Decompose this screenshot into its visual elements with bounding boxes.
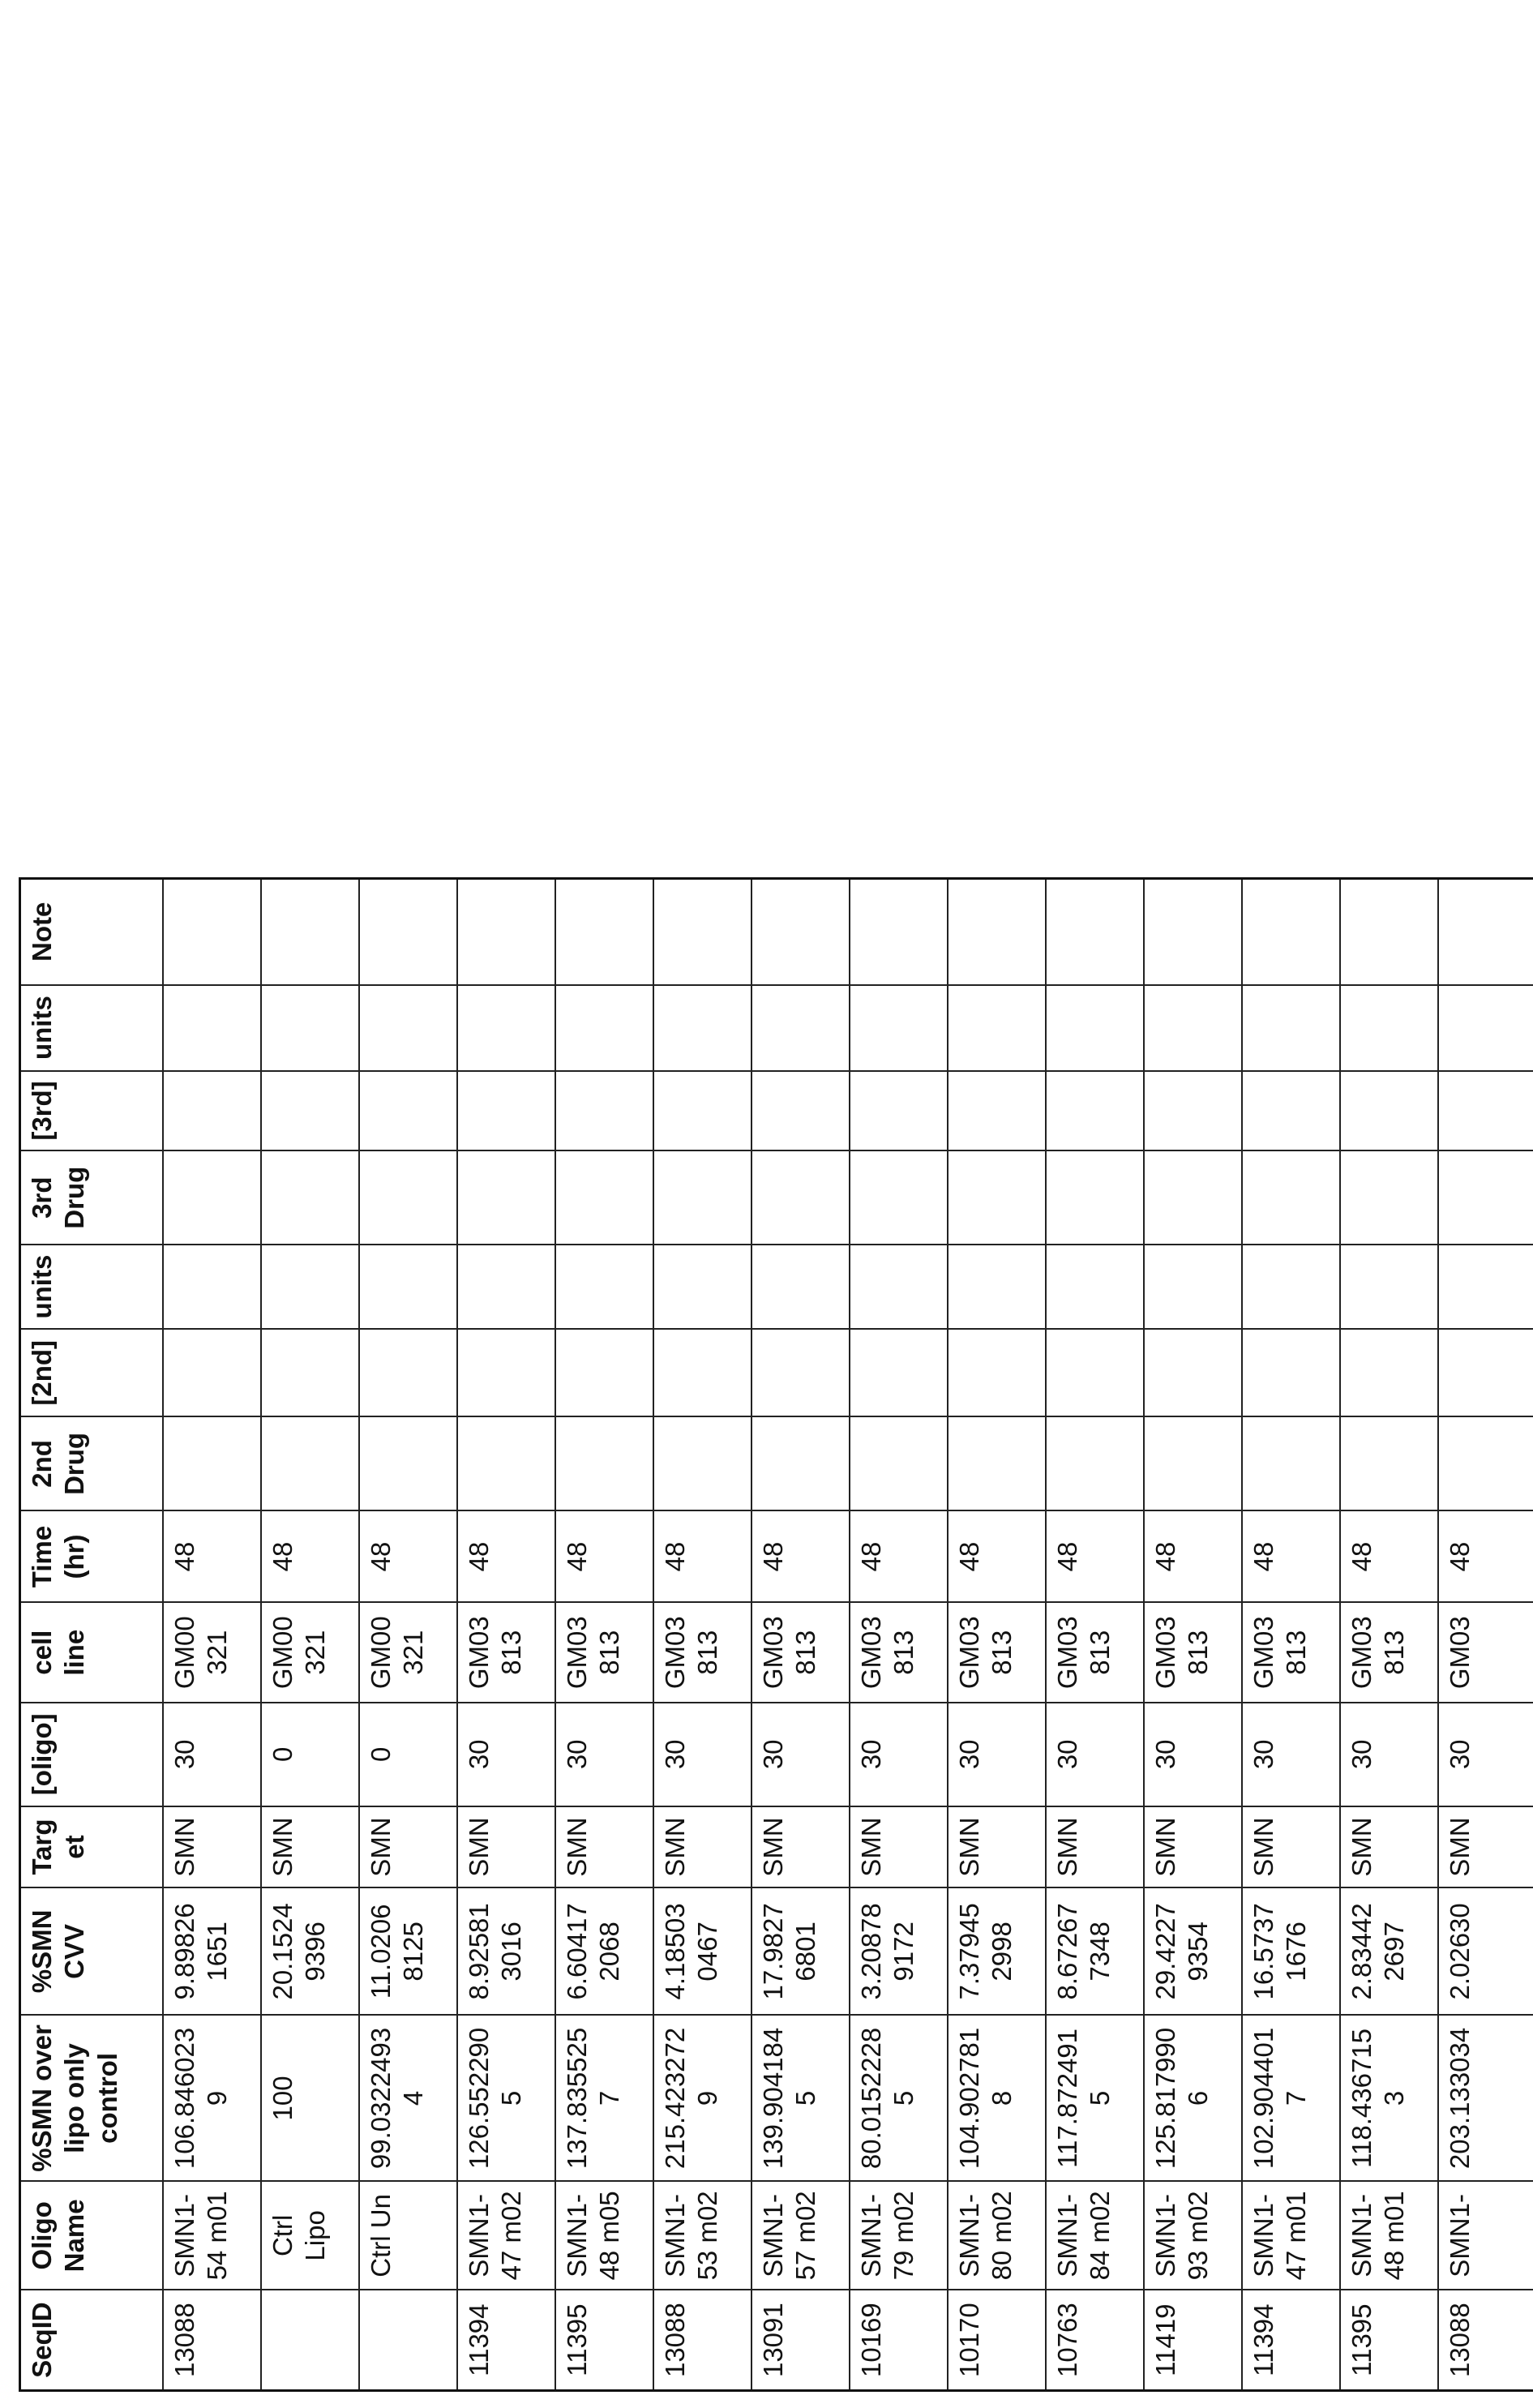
- table-cell: [1144, 1329, 1242, 1416]
- table-cell: [359, 1416, 457, 1510]
- table-cell: 13088: [1438, 2290, 1533, 2390]
- table-cell: [163, 1245, 261, 1329]
- header-row: [20, 879, 164, 2391]
- table-cell: [752, 985, 850, 1071]
- table-row: [653, 879, 752, 2391]
- table-cell: [163, 1150, 261, 1245]
- table-cell: [1340, 879, 1438, 985]
- table-cell: [1340, 1245, 1438, 1329]
- table-cell: 13091: [752, 2290, 850, 2390]
- table-row: [850, 879, 948, 2391]
- table-cell: 48: [1046, 1510, 1144, 1602]
- table-cell: SMN1- 48 m05: [555, 2181, 653, 2290]
- table-cell: [752, 1329, 850, 1416]
- table-cell: [948, 985, 1046, 1071]
- table-cell: [948, 1329, 1046, 1416]
- table-cell: 126.552290 5: [457, 2015, 555, 2181]
- table-cell: GM03: [1438, 1603, 1533, 1703]
- table-cell: [261, 1329, 359, 1416]
- table-cell: [555, 1245, 653, 1329]
- table-cell: 11394: [1242, 2290, 1340, 2390]
- table-cell: 80.0152228 5: [850, 2015, 948, 2181]
- table-cell: [1046, 985, 1144, 1071]
- table-cell: [555, 985, 653, 1071]
- table-cell: GM03 813: [1144, 1603, 1242, 1703]
- table-cell: 48: [555, 1510, 653, 1602]
- table-cell: [653, 1416, 752, 1510]
- table-cell: 104.902781 8: [948, 2015, 1046, 2181]
- column-header: Targ et: [20, 1806, 164, 1888]
- table-cell: SMN1- 80 m02: [948, 2181, 1046, 2290]
- table-cell: [1340, 1329, 1438, 1416]
- table-cell: 9.89826 1651: [163, 1887, 261, 2015]
- table-cell: [261, 985, 359, 1071]
- table-cell: 30: [948, 1703, 1046, 1806]
- table-cell: [850, 1071, 948, 1151]
- table-cell: [1340, 1071, 1438, 1151]
- table-cell: GM03 813: [555, 1603, 653, 1703]
- table-cell: [555, 1150, 653, 1245]
- table-cell: 11395: [1340, 2290, 1438, 2390]
- table-cell: [457, 1416, 555, 1510]
- table-cell: GM03 813: [1340, 1603, 1438, 1703]
- table-cell: 11394: [457, 2290, 555, 2390]
- column-header: units: [20, 985, 164, 1071]
- table-cell: [948, 1150, 1046, 1245]
- table-cell: [1144, 1071, 1242, 1151]
- table-cell: [850, 1416, 948, 1510]
- table-cell: [1144, 1150, 1242, 1245]
- table-cell: 20.1524 9396: [261, 1887, 359, 2015]
- table-cell: 30: [850, 1703, 948, 1806]
- table-cell: 8.67267 7348: [1046, 1887, 1144, 2015]
- table-cell: [261, 1416, 359, 1510]
- table-cell: SMN: [1144, 1806, 1242, 1888]
- table-cell: SMN1- 53 m02: [653, 2181, 752, 2290]
- table-cell: 30: [1242, 1703, 1340, 1806]
- table-cell: [948, 1416, 1046, 1510]
- table-cell: [1046, 1071, 1144, 1151]
- table-cell: 10170: [948, 2290, 1046, 2390]
- table-cell: [359, 879, 457, 985]
- table-cell: 3.20878 9172: [850, 1887, 948, 2015]
- table-cell: SMN: [457, 1806, 555, 1888]
- table-cell: [359, 1329, 457, 1416]
- table-cell: 48: [359, 1510, 457, 1602]
- table-row: [555, 879, 653, 2391]
- table-cell: [457, 1150, 555, 1245]
- table-cell: 48: [1144, 1510, 1242, 1602]
- table-cell: [1046, 1245, 1144, 1329]
- table-cell: [948, 879, 1046, 985]
- table-cell: 48: [457, 1510, 555, 1602]
- table-cell: [555, 1416, 653, 1510]
- column-header: [oligo]: [20, 1703, 164, 1806]
- table-cell: SMN: [653, 1806, 752, 1888]
- column-header: %SMN CVV: [20, 1887, 164, 2015]
- table-cell: [850, 1150, 948, 1245]
- table-cell: [653, 1245, 752, 1329]
- column-header: units: [20, 1245, 164, 1329]
- table-cell: GM03 813: [850, 1603, 948, 1703]
- table-cell: 30: [752, 1703, 850, 1806]
- table-cell: [359, 1071, 457, 1151]
- table-cell: 139.904184 5: [752, 2015, 850, 2181]
- table-row: [1340, 879, 1438, 2391]
- table-cell: 11395: [555, 2290, 653, 2390]
- table-cell: 30: [457, 1703, 555, 1806]
- table-cell: [555, 1071, 653, 1151]
- table-cell: Ctrl Un: [359, 2181, 457, 2290]
- table-cell: 48: [1340, 1510, 1438, 1602]
- table-cell: [163, 1416, 261, 1510]
- table-cell: 13088: [163, 2290, 261, 2390]
- column-header: Time (hr): [20, 1510, 164, 1602]
- table-cell: [555, 879, 653, 985]
- table-cell: [261, 879, 359, 985]
- table-cell: [1046, 1150, 1144, 1245]
- table-cell: 4.18503 0467: [653, 1887, 752, 2015]
- table-row: [1144, 879, 1242, 2391]
- table-cell: [261, 1245, 359, 1329]
- table-cell: SMN1- 54 m01: [163, 2181, 261, 2290]
- table-cell: 30: [163, 1703, 261, 1806]
- table-cell: 2.83442 2697: [1340, 1887, 1438, 2015]
- table-cell: [1438, 1071, 1533, 1151]
- table-cell: [1340, 1416, 1438, 1510]
- table-cell: [1438, 1150, 1533, 1245]
- table-row: [1046, 879, 1144, 2391]
- table-cell: [653, 985, 752, 1071]
- column-header: [3rd]: [20, 1071, 164, 1151]
- table-cell: 106.846023 9: [163, 2015, 261, 2181]
- table-row: [1438, 879, 1533, 2391]
- table-cell: 6.60417 2068: [555, 1887, 653, 2015]
- table-cell: [752, 1071, 850, 1151]
- table-cell: 30: [653, 1703, 752, 1806]
- column-header: SeqID: [20, 2290, 164, 2390]
- table-cell: [850, 879, 948, 985]
- table-cell: [1340, 985, 1438, 1071]
- table-cell: 11.0206 8125: [359, 1887, 457, 2015]
- table-cell: 99.0322493 4: [359, 2015, 457, 2181]
- table-cell: 30: [1144, 1703, 1242, 1806]
- table-cell: [261, 1071, 359, 1151]
- table-cell: [457, 1245, 555, 1329]
- table-cell: [948, 1245, 1046, 1329]
- table-cell: SMN: [752, 1806, 850, 1888]
- table-cell: [752, 1150, 850, 1245]
- column-header: [2nd]: [20, 1329, 164, 1416]
- table-cell: [752, 879, 850, 985]
- table-cell: 10169: [850, 2290, 948, 2390]
- table-cell: [1438, 1329, 1533, 1416]
- table-cell: [948, 1071, 1046, 1151]
- column-header: cell line: [20, 1603, 164, 1703]
- table-cell: SMN: [1046, 1806, 1144, 1888]
- table-cell: [457, 879, 555, 985]
- table-cell: [1340, 1150, 1438, 1245]
- table-row: [261, 879, 359, 2391]
- table-cell: [1242, 879, 1340, 985]
- table-cell: SMN1- 79 m02: [850, 2181, 948, 2290]
- table-cell: SMN1- 47 m01: [1242, 2181, 1340, 2290]
- table-cell: SMN1-: [1438, 2181, 1533, 2290]
- table-cell: [1242, 1416, 1340, 1510]
- column-header: 2nd Drug: [20, 1416, 164, 1510]
- table-cell: [1438, 985, 1533, 1071]
- table-cell: [1242, 1329, 1340, 1416]
- table-cell: 2.02630: [1438, 1887, 1533, 2015]
- table-cell: [653, 1150, 752, 1245]
- table-cell: [850, 1245, 948, 1329]
- table-row: [1242, 879, 1340, 2391]
- table-cell: [1046, 879, 1144, 985]
- table-row: [948, 879, 1046, 2391]
- table-cell: 48: [163, 1510, 261, 1602]
- table-row: [457, 879, 555, 2391]
- table-cell: [457, 985, 555, 1071]
- table-cell: 29.4227 9354: [1144, 1887, 1242, 2015]
- table-cell: [163, 879, 261, 985]
- table-cell: GM03 813: [752, 1603, 850, 1703]
- table-cell: GM03 813: [948, 1603, 1046, 1703]
- table-cell: [457, 1071, 555, 1151]
- table-cell: 30: [1046, 1703, 1144, 1806]
- table-cell: [1144, 879, 1242, 985]
- table-cell: [163, 1071, 261, 1151]
- table-cell: 0: [261, 1703, 359, 1806]
- table-cell: [359, 2290, 457, 2390]
- table-cell: 102.904401 7: [1242, 2015, 1340, 2181]
- table-row: [752, 879, 850, 2391]
- table-cell: 16.5737 1676: [1242, 1887, 1340, 2015]
- table-cell: GM03 813: [653, 1603, 752, 1703]
- table-cell: [653, 1329, 752, 1416]
- table-cell: [653, 879, 752, 985]
- table-cell: GM00 321: [261, 1603, 359, 1703]
- table-cell: 48: [1438, 1510, 1533, 1602]
- table-cell: [1046, 1329, 1144, 1416]
- table-cell: 0: [359, 1703, 457, 1806]
- table-cell: [163, 985, 261, 1071]
- table-cell: 48: [261, 1510, 359, 1602]
- table-cell: SMN: [359, 1806, 457, 1888]
- smn-results-table: [19, 877, 1533, 2392]
- table-cell: [1242, 1245, 1340, 1329]
- table-row: [359, 879, 457, 2391]
- table-cell: [1242, 1071, 1340, 1151]
- table-cell: [359, 1245, 457, 1329]
- table-cell: 10763: [1046, 2290, 1144, 2390]
- table-cell: 17.9827 6801: [752, 1887, 850, 2015]
- table-cell: SMN1- 84 m02: [1046, 2181, 1144, 2290]
- table-row: [163, 879, 261, 2391]
- table-cell: 48: [948, 1510, 1046, 1602]
- column-header: 3rd Drug: [20, 1150, 164, 1245]
- column-header: Oligo Name: [20, 2181, 164, 2290]
- table-cell: GM00 321: [163, 1603, 261, 1703]
- table-cell: 48: [653, 1510, 752, 1602]
- table-cell: 13088: [653, 2290, 752, 2390]
- table-cell: [457, 1329, 555, 1416]
- table-cell: SMN1- 57 m02: [752, 2181, 850, 2290]
- table-cell: GM03 813: [1046, 1603, 1144, 1703]
- table-cell: 48: [1242, 1510, 1340, 1602]
- table-cell: [752, 1416, 850, 1510]
- table-cell: [850, 985, 948, 1071]
- table-cell: 203.133034: [1438, 2015, 1533, 2181]
- table-cell: SMN: [948, 1806, 1046, 1888]
- table-cell: 125.817990 6: [1144, 2015, 1242, 2181]
- table-cell: SMN: [1340, 1806, 1438, 1888]
- table-cell: 48: [752, 1510, 850, 1602]
- table-cell: 30: [555, 1703, 653, 1806]
- column-header: Note: [20, 879, 164, 985]
- table-cell: [1438, 1416, 1533, 1510]
- table-cell: 215.423272 9: [653, 2015, 752, 2181]
- table-cell: 48: [850, 1510, 948, 1602]
- table-cell: SMN: [163, 1806, 261, 1888]
- table-cell: [1144, 1245, 1242, 1329]
- table-cell: 8.92581 3016: [457, 1887, 555, 2015]
- table-cell: 30: [1340, 1703, 1438, 1806]
- table-cell: SMN1- 47 m02: [457, 2181, 555, 2290]
- table-cell: 118.436715 3: [1340, 2015, 1438, 2181]
- table-cell: 30: [1438, 1703, 1533, 1806]
- table-cell: Ctrl Lipo: [261, 2181, 359, 2290]
- table-cell: [1438, 879, 1533, 985]
- table-cell: SMN: [261, 1806, 359, 1888]
- table-cell: SMN: [850, 1806, 948, 1888]
- table-cell: [752, 1245, 850, 1329]
- table-cell: 11419: [1144, 2290, 1242, 2390]
- table-cell: [1144, 1416, 1242, 1510]
- table-cell: SMN1- 48 m01: [1340, 2181, 1438, 2290]
- table-cell: SMN: [1438, 1806, 1533, 1888]
- table-cell: SMN: [1242, 1806, 1340, 1888]
- table-cell: [1242, 1150, 1340, 1245]
- table-cell: [1438, 1245, 1533, 1329]
- table-cell: 100: [261, 2015, 359, 2181]
- table-cell: [1242, 985, 1340, 1071]
- column-header: %SMN over lipo only control: [20, 2015, 164, 2181]
- table-cell: [555, 1329, 653, 1416]
- table-cell: 7.37945 2998: [948, 1887, 1046, 2015]
- table-cell: [653, 1071, 752, 1151]
- table-cell: [359, 985, 457, 1071]
- table-cell: [261, 1150, 359, 1245]
- rotated-table-container: [19, 877, 1533, 2392]
- table-cell: [261, 2290, 359, 2390]
- table-cell: 117.872491 5: [1046, 2015, 1144, 2181]
- table-cell: [1046, 1416, 1144, 1510]
- table-cell: SMN: [555, 1806, 653, 1888]
- table-cell: [850, 1329, 948, 1416]
- table-cell: [359, 1150, 457, 1245]
- table-cell: SMN1- 93 m02: [1144, 2181, 1242, 2290]
- table-cell: GM03 813: [1242, 1603, 1340, 1703]
- table-cell: [163, 1329, 261, 1416]
- table-cell: GM00 321: [359, 1603, 457, 1703]
- table-cell: [1144, 985, 1242, 1071]
- table-cell: 137.835525 7: [555, 2015, 653, 2181]
- table-cell: GM03 813: [457, 1603, 555, 1703]
